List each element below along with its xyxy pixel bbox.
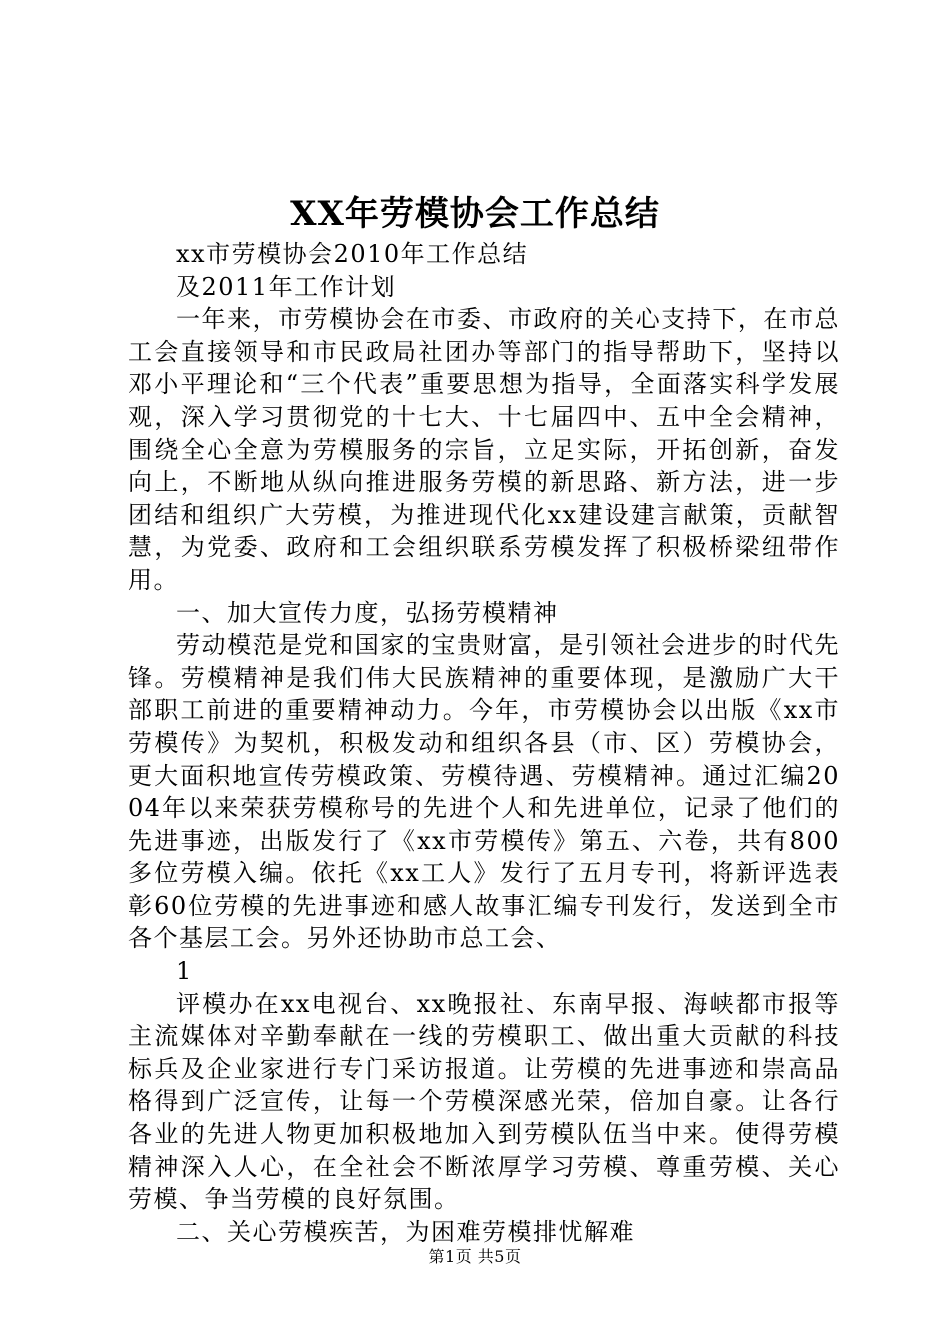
subtitle-line-1: xx市劳模协会2010年工作总结 xyxy=(176,240,529,268)
paragraph-intro: 一年来，市劳模协会在市委、市政府的关心支持下，在市总工会直接领导和市民政局社团办等部门的指导帮助下，坚持以邓小平理论和“三个代表”重要思想为指导，全面落实科学发展观，深入学习贯彻党的十七大、十七届四中、五中全会精神，围绕全心全意为劳模服务的宗旨，立足实际，开拓创新，奋发向上，不断地从纵向推进服务劳模的新思路、新方法，进一步团结和组织广大劳模，为推进现代化xx建设建言献策，贡献智慧，为党委、政府和工会组织联系劳模发挥了积极桥梁纽带作用。 xyxy=(128,305,840,594)
paragraph-section-1: 劳动模范是党和国家的宝贵财富，是引领社会进步的时代先锋。劳模精神是我们伟大民族精神的重要体现，是激励广大干部职工前进的重要精神动力。今年，市劳模协会以出版《xx市劳模传》为契机，积极发动和组织各县（市、区）劳模协会，更大面积地宣传劳模政策、劳模待遇、劳模精神。通过汇编2004年以来荣获劳模称号的先进个人和先进单位，记录了他们的先进事迹，出版发行了《xx市劳模传》第五、六卷，共有800多位劳模入编。依托《xx工人》发行了五月专刊，将新评选表彰60位劳模的先进事迹和感人故事汇编专刊发行，发送到全市各个基层工会。另外还协助市总工会、 xyxy=(128,631,840,953)
paragraph-section-1-cont: 评模办在xx电视台、xx晚报社、东南早报、海峡都市报等主流媒体对辛勤奉献在一线的劳模职工、做出重大贡献的科技标兵及企业家进行专门采访报道。让劳模的先进事迹和崇高品格得到广泛宣传，让每一个劳模深感光荣，倍加自豪。让各行各业的先进人物更加积极地加入到劳模队伍当中来。使得劳模精神深入人心，在全社会不断浓厚学习劳模、尊重劳模、关心劳模、争当劳模的良好氛围。 xyxy=(128,989,840,1214)
document-body xyxy=(128,238,840,1248)
subtitle-line-2: 及2011年工作计划 xyxy=(176,272,397,301)
section-heading-2: 二、关心劳模疾苦，为困难劳模排忧解难 xyxy=(176,1217,635,1246)
page-footer: 第1页 共5页 xyxy=(428,1247,522,1266)
document-title: XX年劳模协会工作总结 xyxy=(290,194,660,234)
section-heading-1: 一、加大宣传力度，弘扬劳模精神 xyxy=(176,598,559,627)
inline-page-number: 1 xyxy=(176,957,193,986)
